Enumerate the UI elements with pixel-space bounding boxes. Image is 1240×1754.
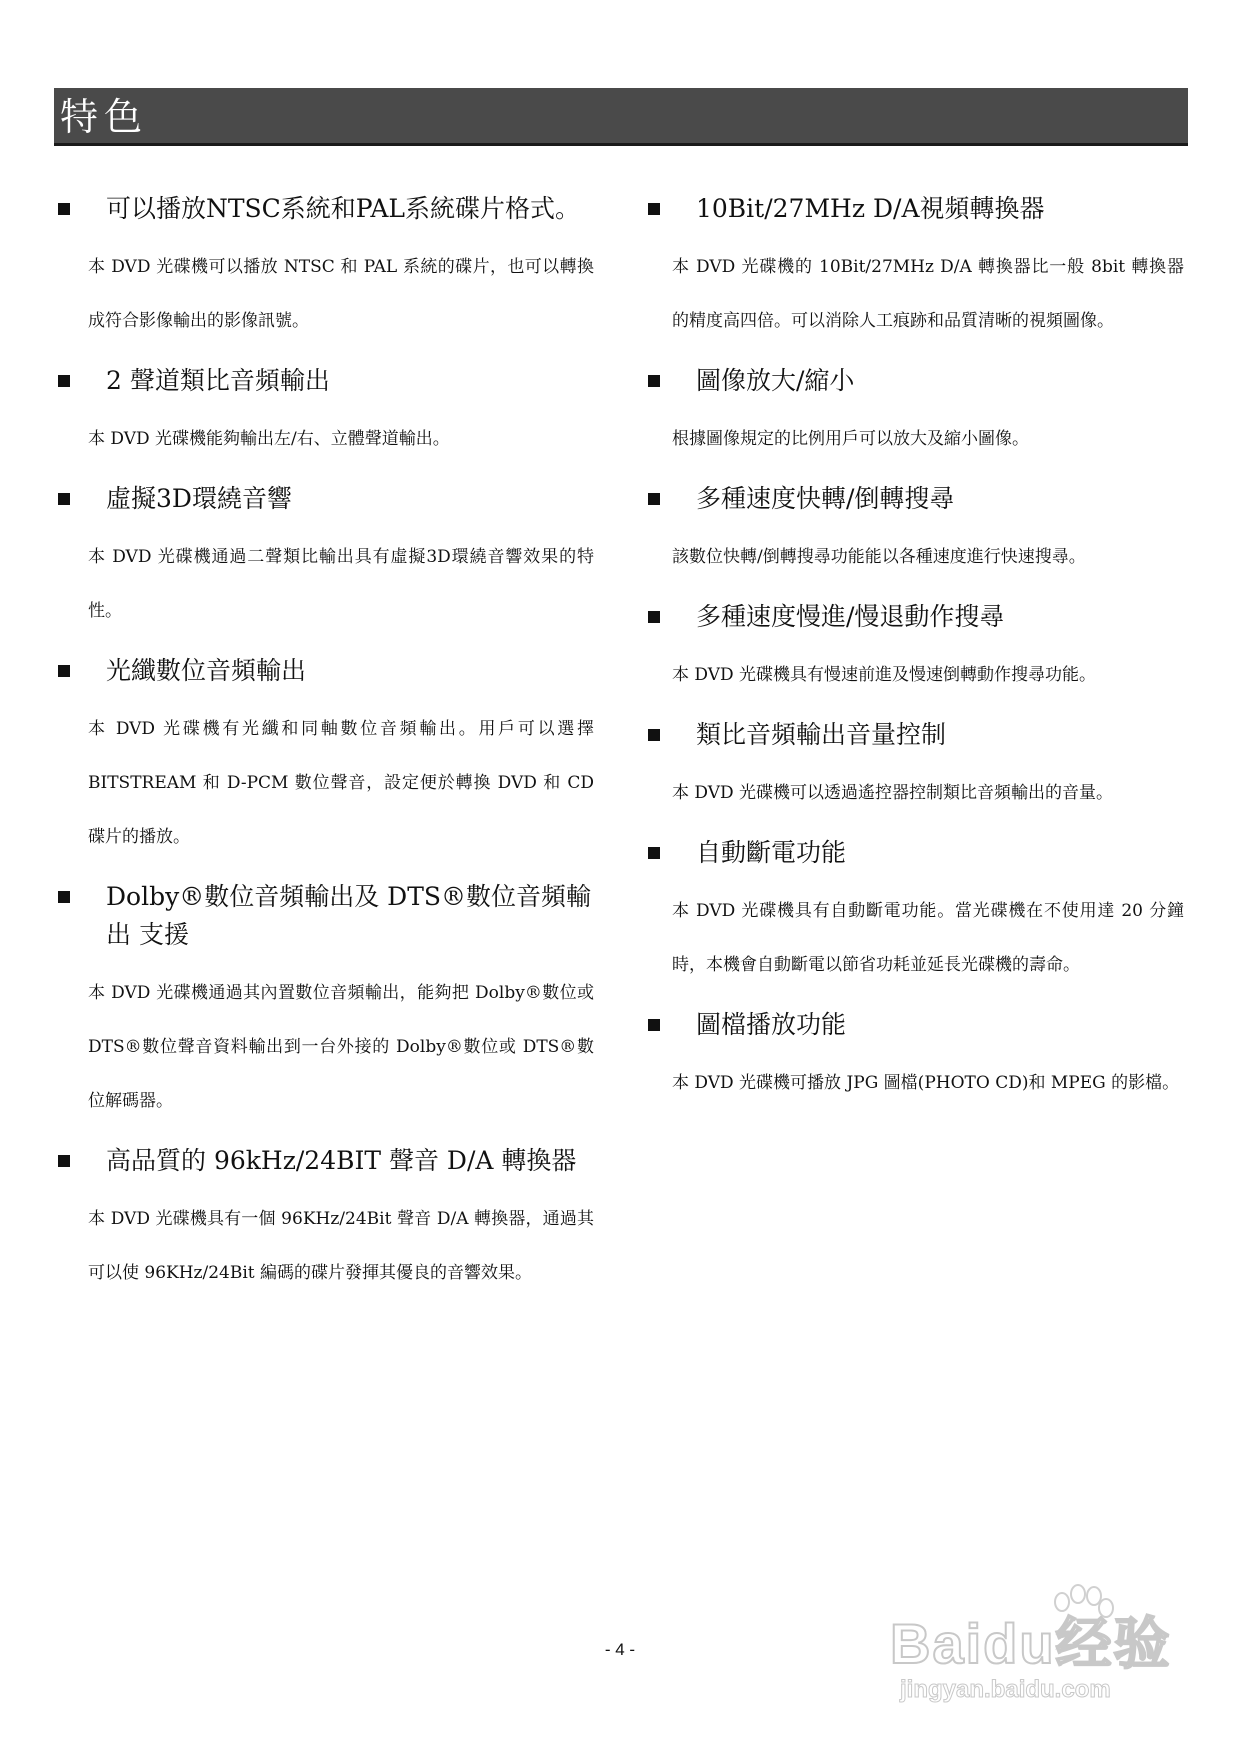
feature-heading	[648, 480, 1188, 518]
feature-section	[648, 1006, 1188, 1110]
feature-description: 該數位快轉/倒轉搜尋功能能以各種速度進行快速搜尋。	[672, 547, 1086, 567]
feature-section	[648, 716, 1188, 820]
feature-heading	[648, 362, 1188, 400]
square-bullet-icon	[58, 375, 70, 387]
feature-description: 本 DVD 光碟機可以播放 NTSC 和 PAL 系統的碟片，也可以轉換成符合影像輸出的影像訊號。	[88, 257, 594, 331]
square-bullet-icon	[648, 375, 660, 387]
feature-heading	[58, 190, 598, 228]
feature-section	[648, 480, 1188, 584]
right-column	[648, 190, 1188, 1124]
feature-section	[648, 190, 1188, 348]
page-number: - 4 -	[604, 1640, 636, 1659]
feature-section	[58, 190, 598, 348]
feature-section	[58, 878, 598, 1128]
square-bullet-icon	[58, 203, 70, 215]
feature-heading-text: 2 聲道類比音頻輸出	[106, 366, 330, 395]
feature-section	[58, 652, 598, 864]
square-bullet-icon	[58, 665, 70, 677]
section-header-bar	[54, 88, 1188, 146]
feature-heading	[648, 190, 1188, 228]
feature-description: 本 DVD 光碟機具有自動斷電功能。當光碟機在不使用達 20 分鐘時，本機會自動斷電以節省功耗並延長光碟機的壽命。	[672, 901, 1184, 975]
square-bullet-icon	[648, 203, 660, 215]
feature-heading	[648, 834, 1188, 872]
feature-section	[648, 362, 1188, 466]
page-title: 特色	[60, 95, 149, 139]
feature-heading	[58, 362, 598, 400]
feature-heading-text: 可以播放NTSC系統和PAL系統碟片格式。	[106, 194, 580, 223]
square-bullet-icon	[648, 611, 660, 623]
feature-heading-text: 多種速度快轉/倒轉搜尋	[696, 484, 955, 513]
feature-description: 根據圖像規定的比例用戶可以放大及縮小圖像。	[672, 429, 1029, 449]
square-bullet-icon	[648, 1019, 660, 1031]
square-bullet-icon	[58, 1155, 70, 1167]
feature-description: 本 DVD 光碟機通過其內置數位音頻輸出，能夠把 Dolby®數位或 DTS®數位聲音資料輸出到一台外接的 Dolby®數位或 DTS®數位解碼器。	[88, 983, 594, 1111]
feature-description: 本 DVD 光碟機有光纖和同軸數位音頻輸出。用戶可以選擇 BITSTREAM 和 D-PCM 數位聲音，設定便於轉換 DVD 和 CD 碟片的播放。	[88, 719, 594, 847]
feature-heading	[648, 1006, 1188, 1044]
feature-section	[648, 598, 1188, 702]
watermark-url: jingyan.baidu.com	[900, 1676, 1111, 1703]
feature-description: 本 DVD 光碟機具有慢速前進及慢速倒轉動作搜尋功能。	[672, 665, 1097, 685]
feature-heading-text: 類比音頻輸出音量控制	[696, 720, 947, 749]
square-bullet-icon	[648, 729, 660, 741]
feature-description: 本 DVD 光碟機具有一個 96KHz/24Bit 聲音 D/A 轉換器，通過其可以使 96KHz/24Bit 編碼的碟片發揮其優良的音響效果。	[88, 1209, 594, 1283]
square-bullet-icon	[58, 891, 70, 903]
feature-section	[58, 362, 598, 466]
feature-heading	[648, 598, 1188, 636]
feature-heading-text: 10Bit/27MHz D/A視頻轉換器	[696, 194, 1045, 223]
feature-description: 本 DVD 光碟機能夠輸出左/右、立體聲道輸出。	[88, 429, 450, 449]
feature-description: 本 DVD 光碟機可播放 JPG 圖檔(PHOTO CD)和 MPEG 的影檔。	[672, 1073, 1180, 1093]
feature-section	[648, 834, 1188, 992]
feature-heading-text: 圖檔播放功能	[696, 1010, 847, 1039]
feature-heading-text: 圖像放大/縮小	[696, 366, 855, 395]
feature-heading	[58, 1142, 598, 1180]
feature-heading-text: Dolby®數位音頻輸出及 DTS®數位音頻輸出 支援	[106, 882, 592, 949]
feature-heading-text: 自動斷電功能	[696, 838, 847, 867]
feature-heading-text: 虛擬3D環繞音響	[106, 484, 292, 513]
feature-heading-text: 高品質的 96kHz/24BIT 聲音 D/A 轉換器	[106, 1146, 577, 1175]
watermark-logo-text: Baidu经验	[890, 1612, 1172, 1675]
baidu-watermark	[880, 1580, 1180, 1720]
square-bullet-icon	[648, 847, 660, 859]
feature-heading-text: 多種速度慢進/慢退動作搜尋	[696, 602, 1005, 631]
feature-description: 本 DVD 光碟機的 10Bit/27MHz D/A 轉換器比一般 8bit 轉換器的精度高四倍。可以消除人工痕跡和品質清晰的視頻圖像。	[672, 257, 1184, 331]
square-bullet-icon	[648, 493, 660, 505]
feature-section	[58, 1142, 598, 1300]
feature-heading-text: 光纖數位音頻輸出	[106, 656, 307, 685]
feature-description: 本 DVD 光碟機通過二聲類比輸出具有虛擬3D環繞音響效果的特性。	[88, 547, 594, 621]
feature-section	[58, 480, 598, 638]
feature-heading	[648, 716, 1188, 754]
feature-heading	[58, 480, 598, 518]
left-column	[58, 190, 598, 1314]
feature-description: 本 DVD 光碟機可以透過遙控器控制類比音頻輸出的音量。	[672, 783, 1114, 803]
feature-heading	[58, 652, 598, 690]
square-bullet-icon	[58, 493, 70, 505]
feature-heading	[58, 878, 598, 954]
